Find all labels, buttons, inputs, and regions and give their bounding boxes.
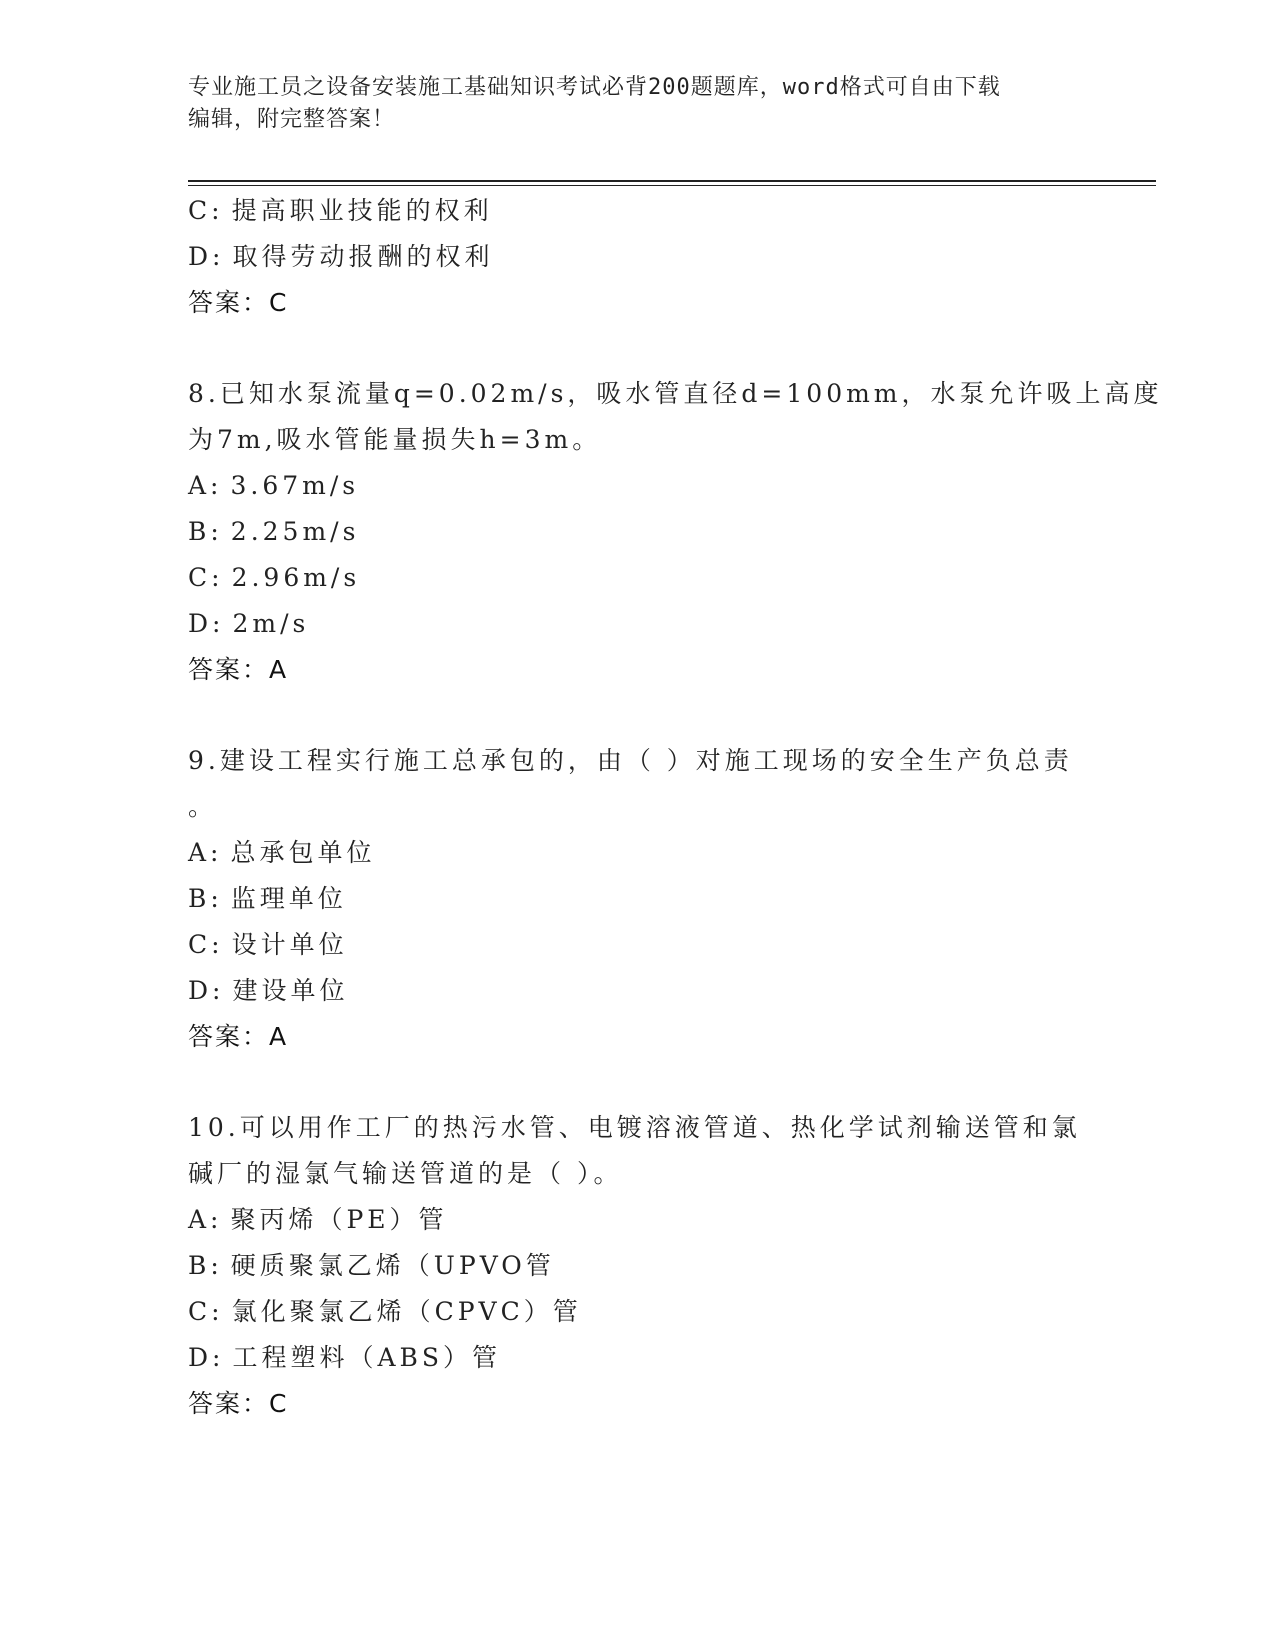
header-line-1: 专业施工员之设备安装施工基础知识考试必背200题题库，word格式可自由下载: [188, 75, 1001, 100]
option-text: 设计单位: [231, 930, 348, 959]
answer: 答案：A: [188, 1022, 289, 1051]
answer: 答案：C: [188, 288, 289, 317]
option-label: C:: [188, 930, 224, 959]
option-text: 建设单位: [232, 976, 349, 1005]
option-label: A:: [188, 471, 223, 500]
option-text: 氯化聚氯乙烯（CPVC）管: [231, 1297, 582, 1326]
question-stem-line: 。: [188, 792, 218, 821]
question-stem-line: 碱厂的湿氯气输送管道的是（ ）。: [188, 1159, 623, 1188]
option-text: 3.67m/s: [230, 471, 360, 500]
option-b: [188, 509, 1088, 555]
option-text: 总承包单位: [230, 838, 376, 867]
question-stem-line: 10.可以用作工厂的热污水管、电镀溶液管道、热化学试剂输送管和氯: [188, 1113, 1081, 1142]
question-stem-line: 为7m,吸水管能量损失h=3m。: [188, 425, 602, 454]
option-label: D:: [188, 1343, 225, 1372]
option-d: [188, 601, 1088, 647]
option-label: B:: [188, 517, 223, 546]
option-text: 聚丙烯（PE）管: [230, 1205, 448, 1234]
option-text: 硬质聚氯乙烯（UPVO管: [230, 1251, 555, 1280]
option-d: [188, 1335, 1088, 1381]
option-text: 监理单位: [230, 884, 347, 913]
option-c: [188, 555, 1088, 601]
option-label: B:: [188, 1251, 223, 1280]
question-stem-line: 9.建设工程实行施工总承包的，由（ ）对施工现场的安全生产负总责: [188, 746, 1073, 775]
option-text: 2.96m/s: [231, 563, 361, 592]
header-line-2: 编辑，附完整答案！: [188, 107, 396, 132]
option-label: C:: [188, 196, 224, 225]
option-label: D:: [188, 609, 225, 638]
option-text: 2m/s: [232, 609, 310, 638]
option-text: 工程塑料（ABS）管: [232, 1343, 502, 1372]
option-label: D:: [188, 976, 225, 1005]
question-content: [188, 188, 1163, 1427]
option-d: [188, 234, 1088, 280]
question-8: [188, 371, 1163, 693]
option-d: [188, 968, 1088, 1014]
answer: 答案：A: [188, 655, 289, 684]
option-c: [188, 1289, 1088, 1335]
question-10: [188, 1105, 1088, 1427]
question-7-tail: [188, 188, 1088, 326]
option-b: [188, 876, 1088, 922]
option-text: 2.25m/s: [230, 517, 360, 546]
option-label: B:: [188, 884, 223, 913]
option-label: C:: [188, 563, 224, 592]
option-a: [188, 830, 1088, 876]
question-stem-line: 8.已知水泵流量q=0.02m/s，吸水管直径d=100mm，水泵允许吸上高度: [188, 379, 1163, 408]
option-label: A:: [188, 1205, 223, 1234]
header-divider-thick: [188, 180, 1156, 182]
answer: 答案：C: [188, 1389, 289, 1418]
option-label: A:: [188, 838, 223, 867]
option-c: [188, 188, 1088, 234]
option-b: [188, 1243, 1088, 1289]
header-divider-thin: [188, 185, 1156, 186]
option-a: [188, 1197, 1088, 1243]
option-text: 提高职业技能的权利: [231, 196, 493, 225]
page-header: [188, 72, 1068, 136]
option-a: [188, 463, 1088, 509]
question-9: [188, 738, 1088, 1060]
option-label: D:: [188, 242, 225, 271]
option-label: C:: [188, 1297, 224, 1326]
option-c: [188, 922, 1088, 968]
option-text: 取得劳动报酬的权利: [232, 242, 494, 271]
